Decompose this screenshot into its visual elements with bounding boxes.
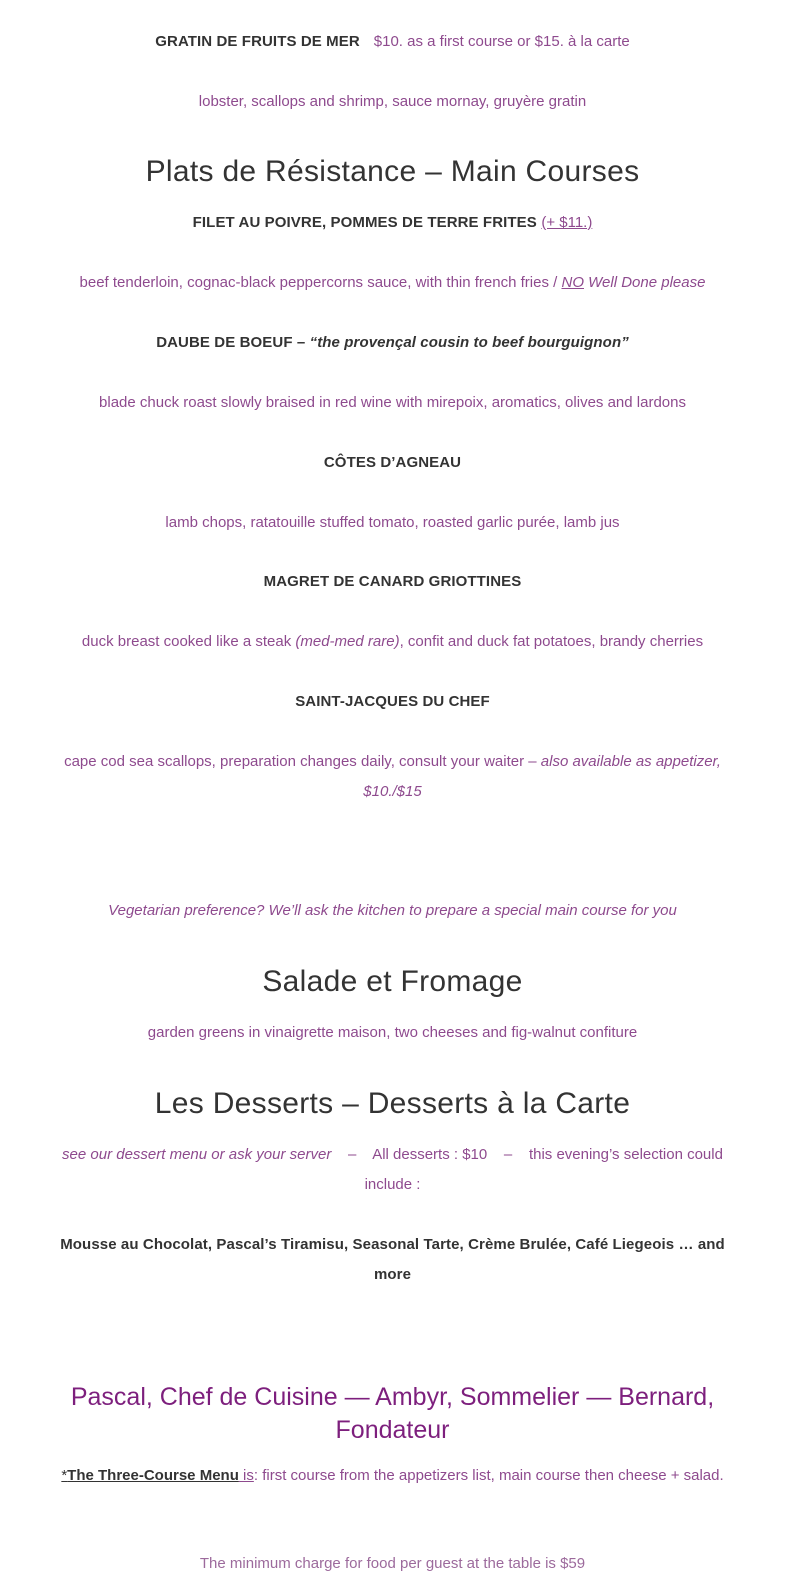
three-course-title[interactable]: The Three-Course Menu	[67, 1467, 239, 1484]
agneau-name: CÔTES D’AGNEAU	[323, 454, 462, 471]
agneau-description: lamb chops, ratatouille stuffed tomato, roasted garlic purée, lamb jus	[165, 514, 620, 531]
minimum-charge: The minimum charge for food per guest at the table is $59	[199, 1555, 586, 1572]
desserts-separator-1: –	[348, 1146, 357, 1163]
three-course-block	[60, 1461, 725, 1491]
filet-name: FILET AU POIVRE, POMMES DE TERRE FRITES	[192, 214, 537, 231]
saint-jacques-also: also available as appetizer, $10./$15	[363, 753, 721, 800]
filet-supplement: (+ $11.)	[541, 214, 593, 231]
canard-doneness: (med-med rare)	[295, 633, 400, 650]
desserts-separator-2: –	[503, 1146, 513, 1163]
filet-description: beef tenderloin, cognac-black peppercorns sauce, with thin french fries /	[79, 274, 558, 291]
gratin-name: GRATIN DE FRUITS DE MER	[155, 33, 360, 50]
three-course-description: : first course from the appetizers list, main course then cheese + salad.	[253, 1467, 724, 1484]
daube-name: DAUBE DE BOEUF –	[156, 334, 306, 351]
saint-jacques-description: cape cod sea scallops, preparation changes daily, consult your waiter –	[64, 753, 537, 770]
three-course-is: is	[238, 1467, 254, 1484]
desserts-heading: Les Desserts – Desserts à la Carte	[154, 1087, 631, 1120]
desserts-intro-block	[40, 1140, 745, 1200]
daube-description: blade chuck roast slowly braised in red wine with mirepoix, aromatics, olives and lardons	[99, 394, 686, 411]
filet-well-done: Well Done please	[588, 274, 706, 291]
desserts-see-menu: see our dessert menu or ask your server	[62, 1146, 332, 1163]
salade-description: garden greens in vinaigrette maison, two cheeses and fig-walnut confiture	[147, 1024, 638, 1041]
saint-jacques-name: SAINT-JACQUES DU CHEF	[295, 693, 490, 710]
saint-jacques-description-block	[40, 747, 745, 807]
canard-description-c: , confit and duck fat potatoes, brandy cherries	[399, 633, 704, 650]
salade-heading: Salade et Fromage	[262, 965, 523, 998]
canard-description-line	[40, 633, 745, 650]
mains-heading: Plats de Résistance – Main Courses	[145, 155, 640, 188]
canard-name: MAGRET DE CANARD GRIOTTINES	[263, 573, 522, 590]
gratin-line	[40, 33, 745, 51]
filet-no: NO	[561, 274, 584, 291]
canard-description-a: duck breast cooked like a steak	[81, 633, 292, 650]
three-course-star: *	[61, 1467, 68, 1484]
desserts-selection: this evening’s selection could include :	[364, 1146, 723, 1193]
gratin-description: lobster, scallops and shrimp, sauce mornay, gruyère gratin	[198, 93, 587, 110]
gratin-price: $10. as a first course or $15. à la carte	[373, 33, 630, 50]
daube-line	[40, 334, 745, 351]
desserts-price: All desserts : $10	[372, 1146, 488, 1163]
staff-credits: Pascal, Chef de Cuisine — Ambyr, Sommelier — Bernard, Fondateur	[70, 1383, 715, 1444]
filet-line	[40, 214, 745, 232]
vegetarian-note: Vegetarian preference? We’ll ask the kitchen to prepare a special main course for you	[108, 902, 677, 919]
desserts-list: Mousse au Chocolat, Pascal’s Tiramisu, Seasonal Tarte, Crème Brulée, Café Liegeois … and more	[60, 1236, 725, 1283]
filet-description-line	[40, 274, 745, 291]
daube-subtitle: “the provençal cousin to beef bourguignon”	[309, 334, 629, 351]
